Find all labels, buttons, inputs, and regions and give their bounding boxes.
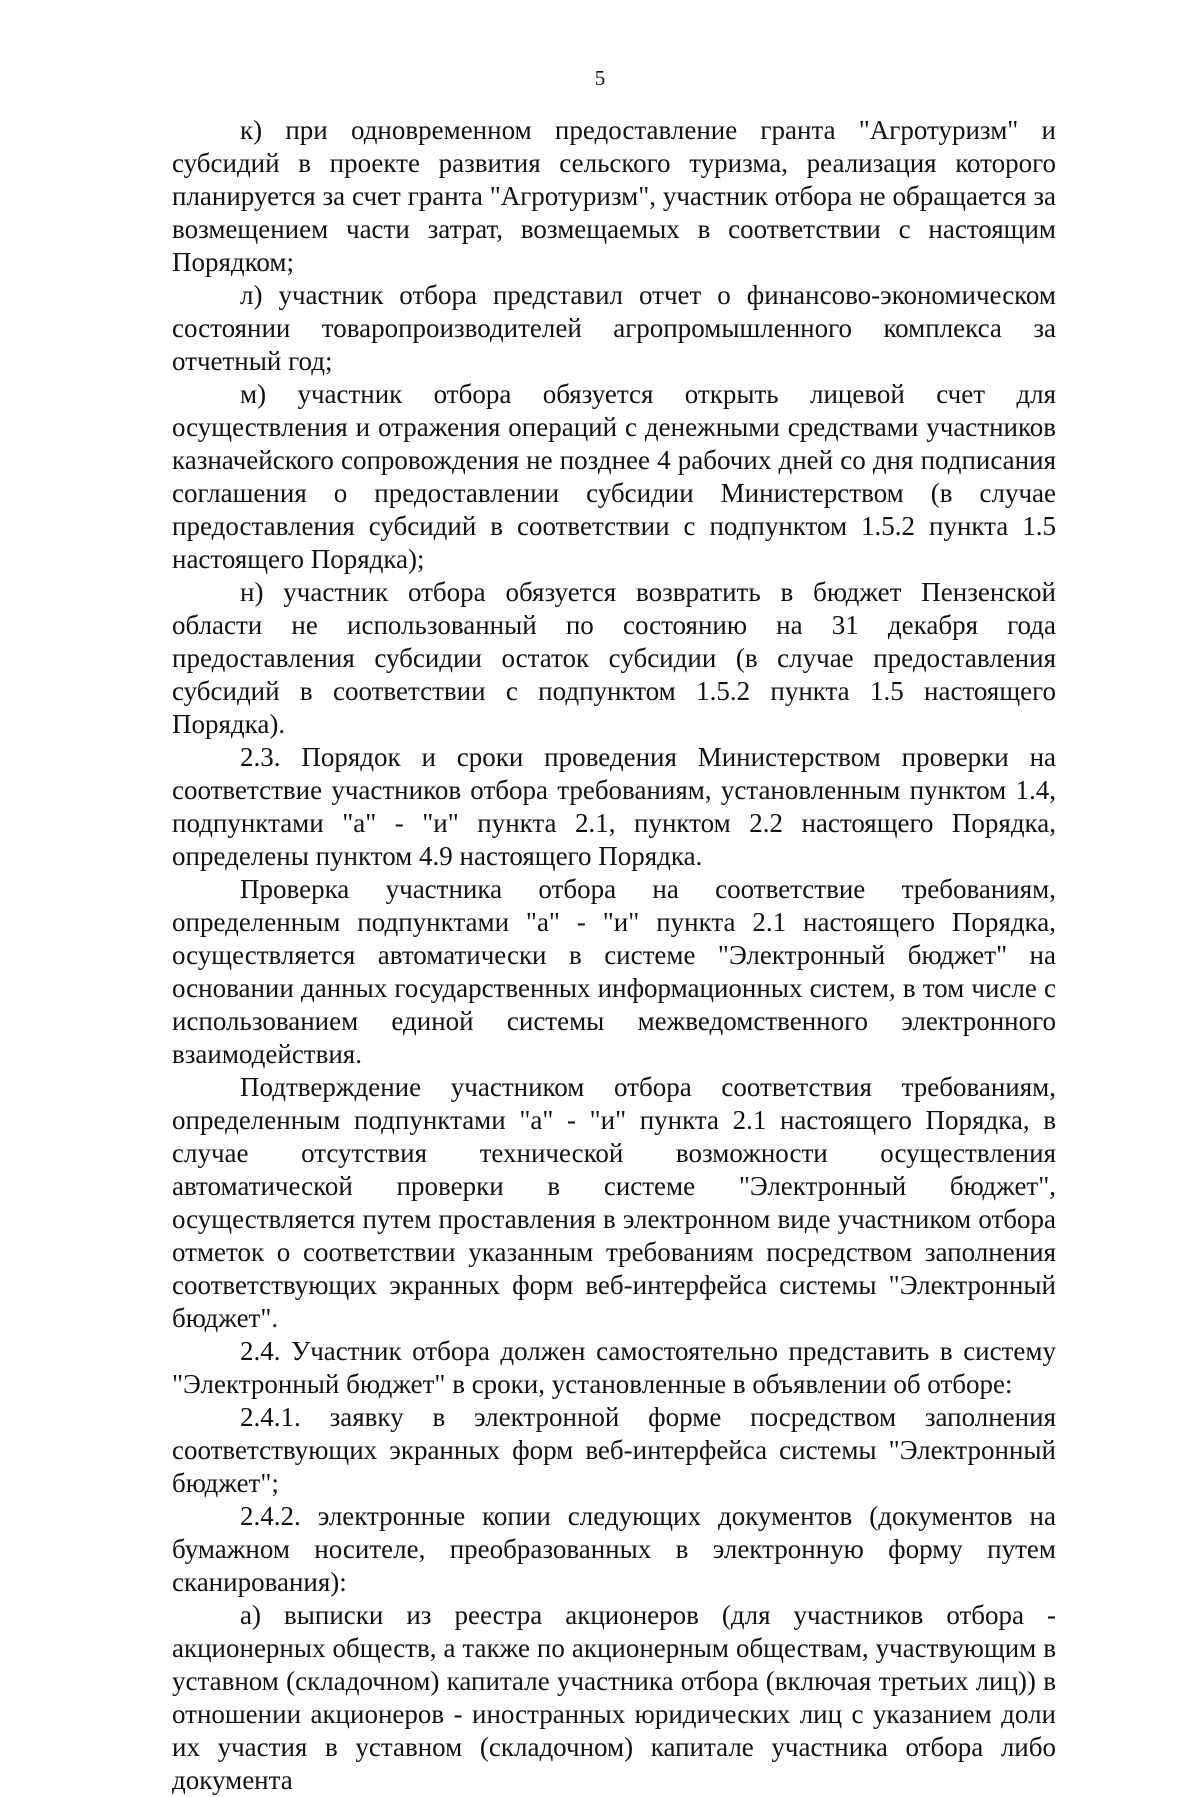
document-body	[172, 114, 1056, 1797]
paragraph-2-4-1: 2.4.1. заявку в электронной форме посредством заполнения соответствующих экранных форм веб-интерфейса системы "Электронный бюджет";	[172, 1402, 1056, 1498]
paragraph-2-4: 2.4. Участник отбора должен самостоятельно представить в систему "Электронный бюджет" в сроки, установленные в объявлении об отборе:	[172, 1336, 1056, 1399]
paragraph-l: л) участник отбора представил отчет о финансово-экономическом состоянии товаропроизводителей агропромышленного комплекса за отчетный год;	[172, 280, 1056, 376]
paragraph-verification: Проверка участника отбора на соответствие требованиям, определенным подпунктами "а" - "и" пункта 2.1 настоящего Порядка, осуществляется автоматически в системе "Электронный бюджет" на основании данных государственных информационных систем, в том числе с использованием единой системы межведомственного электронного взаимодействия.	[172, 874, 1056, 1069]
page-number: 5	[594, 66, 606, 90]
paragraph-2-3: 2.3. Порядок и сроки проведения Министерством проверки на соответствие участников отбора требованиям, установленным пунктом 1.4, подпунктами "а" - "и" пункта 2.1, пунктом 2.2 настоящего Порядка, определены пунктом 4.9 настоящего Порядка.	[172, 742, 1056, 871]
paragraph-m: м) участник отбора обязуется открыть лицевой счет для осуществления и отражения операций с денежными средствами участников казначейского сопровождения не позднее 4 рабочих дней со дня подписания соглашения о предоставлении субсидии Министерством (в случае предоставления субсидий в соответствии с подпунктом 1.5.2 пункта 1.5 настоящего Порядка);	[172, 379, 1056, 574]
paragraph-k: к) при одновременном предоставление гранта "Агротуризм" и субсидий в проекте развития сельского туризма, реализация которого планируется за счет гранта "Агротуризм", участник отбора не обращается за возмещением части затрат, возмещаемых в соответствии с настоящим Порядком;	[172, 115, 1056, 277]
paragraph-2-4-2: 2.4.2. электронные копии следующих документов (документов на бумажном носителе, преобразованных в электронную форму путем сканирования):	[172, 1501, 1056, 1597]
paragraph-n: н) участник отбора обязуется возвратить в бюджет Пензенской области не использованный по состоянию на 31 декабря года предоставления субсидии остаток субсидии (в случае предоставления субсидий в соответствии с подпунктом 1.5.2 пункта 1.5 настоящего Порядка).	[172, 577, 1056, 739]
paragraph-a: а) выписки из реестра акционеров (для участников отбора - акционерных обществ, а также по акционерным обществам, участвующим в уставном (складочном) капитале участника отбора (включая третьих лиц)) в отношении акционеров - иностранных юридических лиц с указанием доли их участия в уставном (складочном) капитале участника отбора либо документа	[172, 1600, 1056, 1795]
paragraph-confirmation: Подтверждение участником отбора соответствия требованиям, определенным подпунктами "а" - "и" пункта 2.1 настоящего Порядка, в случае отсутствия технической возможности осуществления автоматической проверки в системе "Электронный бюджет", осуществляется путем проставления в электронном виде участником отбора отметок о соответствии указанным требованиям посредством заполнения соответствующих экранных форм веб-интерфейса системы "Электронный бюджет".	[172, 1072, 1056, 1333]
